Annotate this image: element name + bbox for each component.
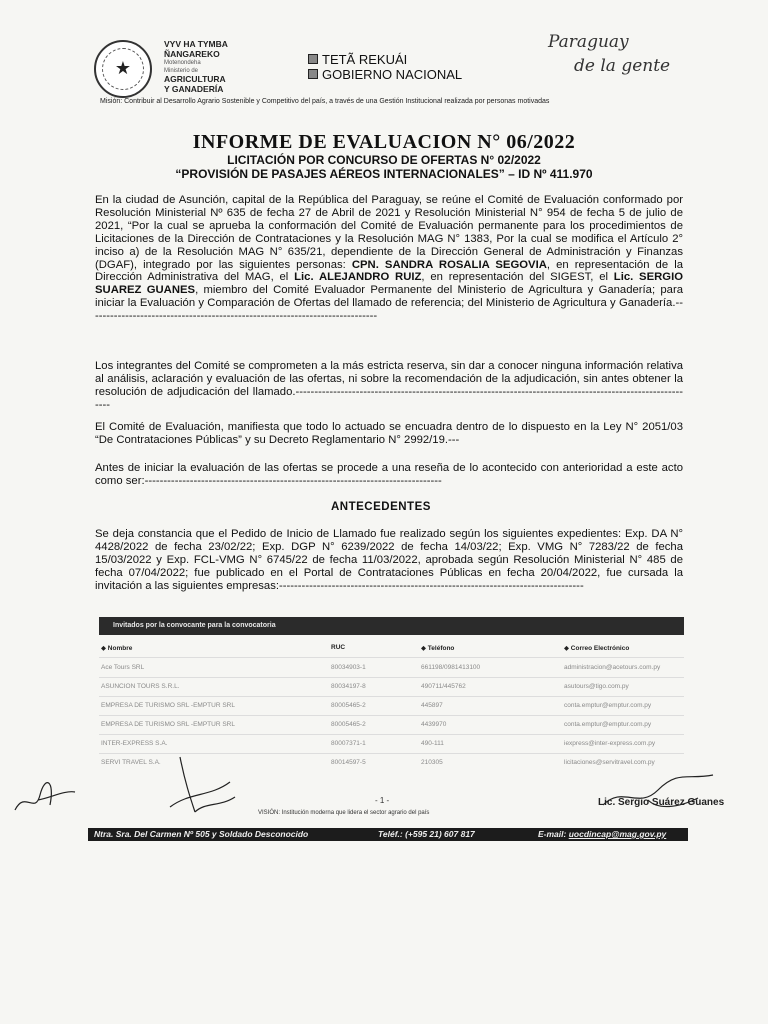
- ministry-small-1: Motenondeha: [164, 60, 201, 66]
- member-name-2: Lic. ALEJANDRO RUIZ: [294, 271, 422, 284]
- table-row: [99, 698, 684, 716]
- cell-ruc: 80007371-1: [331, 740, 366, 747]
- footer-email-label: E-mail:: [538, 829, 569, 839]
- cell-email: iexpress@inter-express.com.py: [564, 740, 656, 747]
- cell-phone: 490-111: [421, 740, 444, 747]
- footer-address: Ntra. Sra. Del Carmen Nº 505 y Soldado Desconocido: [94, 829, 309, 839]
- ministry-line-4: Y GANADERÍA: [164, 83, 224, 94]
- brand-line-1: Paraguay: [548, 32, 629, 52]
- brand-line-2: de la gente: [574, 56, 671, 76]
- table-divider: [99, 734, 684, 735]
- intro-text-a: En la ciudad de Asunción, capital de la República del Paraguay, se reúne el Comité de Evaluación conformado por Resolución Ministerial Nº 635 de fecha 27 de Abril de 2021 y Resolución Ministerial N° 954 de fecha 5 de julio de 2021, “Por la cual se aprueba la conformación del Comité de Evaluación permanente para los procedimientos de Licitaciones de la Dirección de Contrataciones y la Resolución MAG N° 1383, Por la cual se modifica el Artículo 2° inciso a) de la Resolución MAG N° 635/21, dependiente de la Dirección General de Administración y Finanzas (DGAF), integrado por las siguientes personas:: [95, 194, 683, 271]
- table-divider: [99, 696, 684, 697]
- cell-phone: 445897: [421, 702, 443, 709]
- signer-name: Lic. Sergio Suárez Guanes: [598, 797, 725, 808]
- paragraph-legal-basis: El Comité de Evaluación, manifiesta que todo lo actuado se encuadra dentro de lo dispuesto en la Ley N° 2051/03 “De Contrataciones Públicas” y su Decreto Reglamentario N° 2992/19.---: [95, 421, 683, 446]
- cell-phone: 661198/0981413100: [421, 664, 481, 671]
- table-divider: [99, 715, 684, 716]
- cell-email: administracion@acetours.com.py: [564, 664, 661, 671]
- cell-phone: 490711/445762: [421, 683, 466, 690]
- column-header-email: ◆ Correo Electrónico: [564, 645, 630, 652]
- footer-contact-bar: [88, 828, 688, 841]
- paragraph-confidentiality: Los integrantes del Comité se comprometen a la más estricta reserva, sin dar a conocer ninguna información relativa al análisis, aclaración y evaluación de las ofertas, ni sobre la recomendación de la adjudicación, sin antes obtener la resolución de adjudicación del llamado.-----------------------------------------------------------------------------------------------------------: [95, 360, 683, 411]
- member-name-1: CPN. SANDRA ROSALIA SEGOVIA: [351, 258, 547, 271]
- column-header-ruc: RUC: [331, 644, 346, 651]
- column-header-phone: ◆ Teléfono: [421, 645, 455, 652]
- vision-statement: VISIÓN: Institución moderna que lidera el sector agrario del país: [258, 810, 430, 816]
- cell-email: conta.emptur@emptur.com.py: [564, 721, 652, 728]
- footer-phone: Teléf.: (+595 21) 607 817: [378, 829, 475, 839]
- table-row: [99, 660, 684, 678]
- government-label: [308, 52, 462, 82]
- page-number: - 1 -: [375, 796, 390, 805]
- cell-phone: 210305: [421, 759, 443, 766]
- cell-email: conta.emptur@emptur.com.py: [564, 702, 652, 709]
- paragraph-intro: [95, 194, 683, 323]
- table-divider: [99, 677, 684, 678]
- handwritten-signature-right: [598, 770, 718, 820]
- intro-text-e: , en representación del SIGEST, el: [421, 271, 614, 284]
- footer-email-link[interactable]: uocdincap@mag.gov.py: [568, 829, 667, 839]
- cell-email: asutours@tigo.com.py: [564, 683, 629, 690]
- handwritten-signature-center: [150, 752, 240, 822]
- column-header-name: ◆ Nombre: [101, 645, 133, 652]
- ministry-line-1: VYV HA TYMBA: [164, 39, 228, 49]
- section-heading-antecedentes: ANTECEDENTES: [331, 501, 431, 513]
- cell-ruc: 80034903-1: [331, 664, 366, 671]
- table-row: [99, 717, 684, 735]
- square-bullet-icon: [308, 54, 318, 64]
- cell-ruc: 80005465-2: [331, 702, 366, 709]
- ministry-small-2: Ministerio de: [164, 68, 199, 74]
- cell-phone: 4439970: [421, 721, 447, 728]
- intro-text-c: , en representación de la Dirección Administrativa del MAG, el: [95, 258, 683, 284]
- document-title: INFORME DE EVALUACION N° 06/2022: [192, 131, 576, 153]
- cell-ruc: 80005465-2: [331, 721, 366, 728]
- table-row: [99, 679, 684, 697]
- cell-company-name: SERVI TRAVEL S.A.: [101, 759, 161, 766]
- document-subtitle-2: “PROVISIÓN DE PASAJES AÉREOS INTERNACIONALES” – ID Nº 411.970: [175, 167, 593, 181]
- gov-line-2: GOBIERNO NACIONAL: [322, 67, 463, 82]
- square-bullet-icon: [308, 69, 318, 79]
- cell-email: licitaciones@servitravel.com.py: [564, 759, 655, 766]
- mission-statement: Misión: Contribuir al Desarrollo Agrario Sostenible y Competitivo del país, a través de una Gestión Institucional realizada por personas motivadas: [100, 98, 550, 105]
- table-divider: [99, 657, 684, 658]
- document-subtitle-1: LICITACIÓN POR CONCURSO DE OFERTAS N° 02/2022: [227, 153, 541, 167]
- gov-line-1: TETÃ REKUÁI: [322, 52, 408, 67]
- cell-ruc: 80034197-8: [331, 683, 366, 690]
- ministry-line-2: ÑANGAREKO: [164, 48, 220, 59]
- paragraph-antecedentes: Se deja constancia que el Pedido de Inicio de Llamado fue realizado según los siguientes expedientes: Exp. DA N° 4428/2022 de fecha 23/02/22; Exp. DGP N° 6239/2022 de fecha 14/03/22; Exp. VMG N° 7283/22 de fecha 15/03/2022 y Exp. FCL-VMG N° 6745/22 de fecha 11/03/2022, aprobada según Resolución Ministerial N° 485 de fecha 07/04/2022; fue publicado en el Portal de Contrataciones Públicas en fecha 20/04/2022, fue cursada la invitación a las siguientes empresas:---------------------------------------------------------------------------------: [95, 528, 683, 592]
- cell-ruc: 80014597-5: [331, 759, 366, 766]
- cell-company-name: INTER-EXPRESS S.A.: [101, 740, 168, 747]
- invited-companies-table-header: Invitados por la convocante para la convocatoria: [99, 617, 684, 635]
- national-seal-logo: ★: [94, 40, 152, 98]
- cell-company-name: EMPRESA DE TURISMO SRL -EMPTUR SRL: [101, 721, 235, 728]
- brand-logo: [548, 30, 670, 78]
- footer-email-group: [538, 828, 666, 841]
- handwritten-signature-left: [10, 770, 80, 820]
- ministry-line-3: AGRICULTURA: [164, 74, 226, 84]
- ministry-logo-text: [164, 40, 228, 94]
- member-name-3: Lic. SERGIO SUAREZ GUANES: [95, 271, 683, 297]
- cell-company-name: ASUNCION TOURS S.R.L.: [101, 683, 180, 690]
- paragraph-review-intro: Antes de iniciar la evaluación de las ofertas se procede a una reseña de lo acontecido con anterioridad a este acto como ser:-------------------------------------------------------------------------------: [95, 462, 683, 487]
- cell-company-name: Ace Tours SRL: [101, 664, 145, 671]
- cell-company-name: EMPRESA DE TURISMO SRL -EMPTUR SRL: [101, 702, 235, 709]
- intro-text-g: , miembro del Comité Evaluador Permanente del Ministerio de Agricultura y Ganadería; para iniciar la Evaluación y Comparación de Ofertas del llamado de referencia; del Ministerio de Agricultura y Ganadería.-----------------------------------------------------------------------------: [95, 284, 683, 323]
